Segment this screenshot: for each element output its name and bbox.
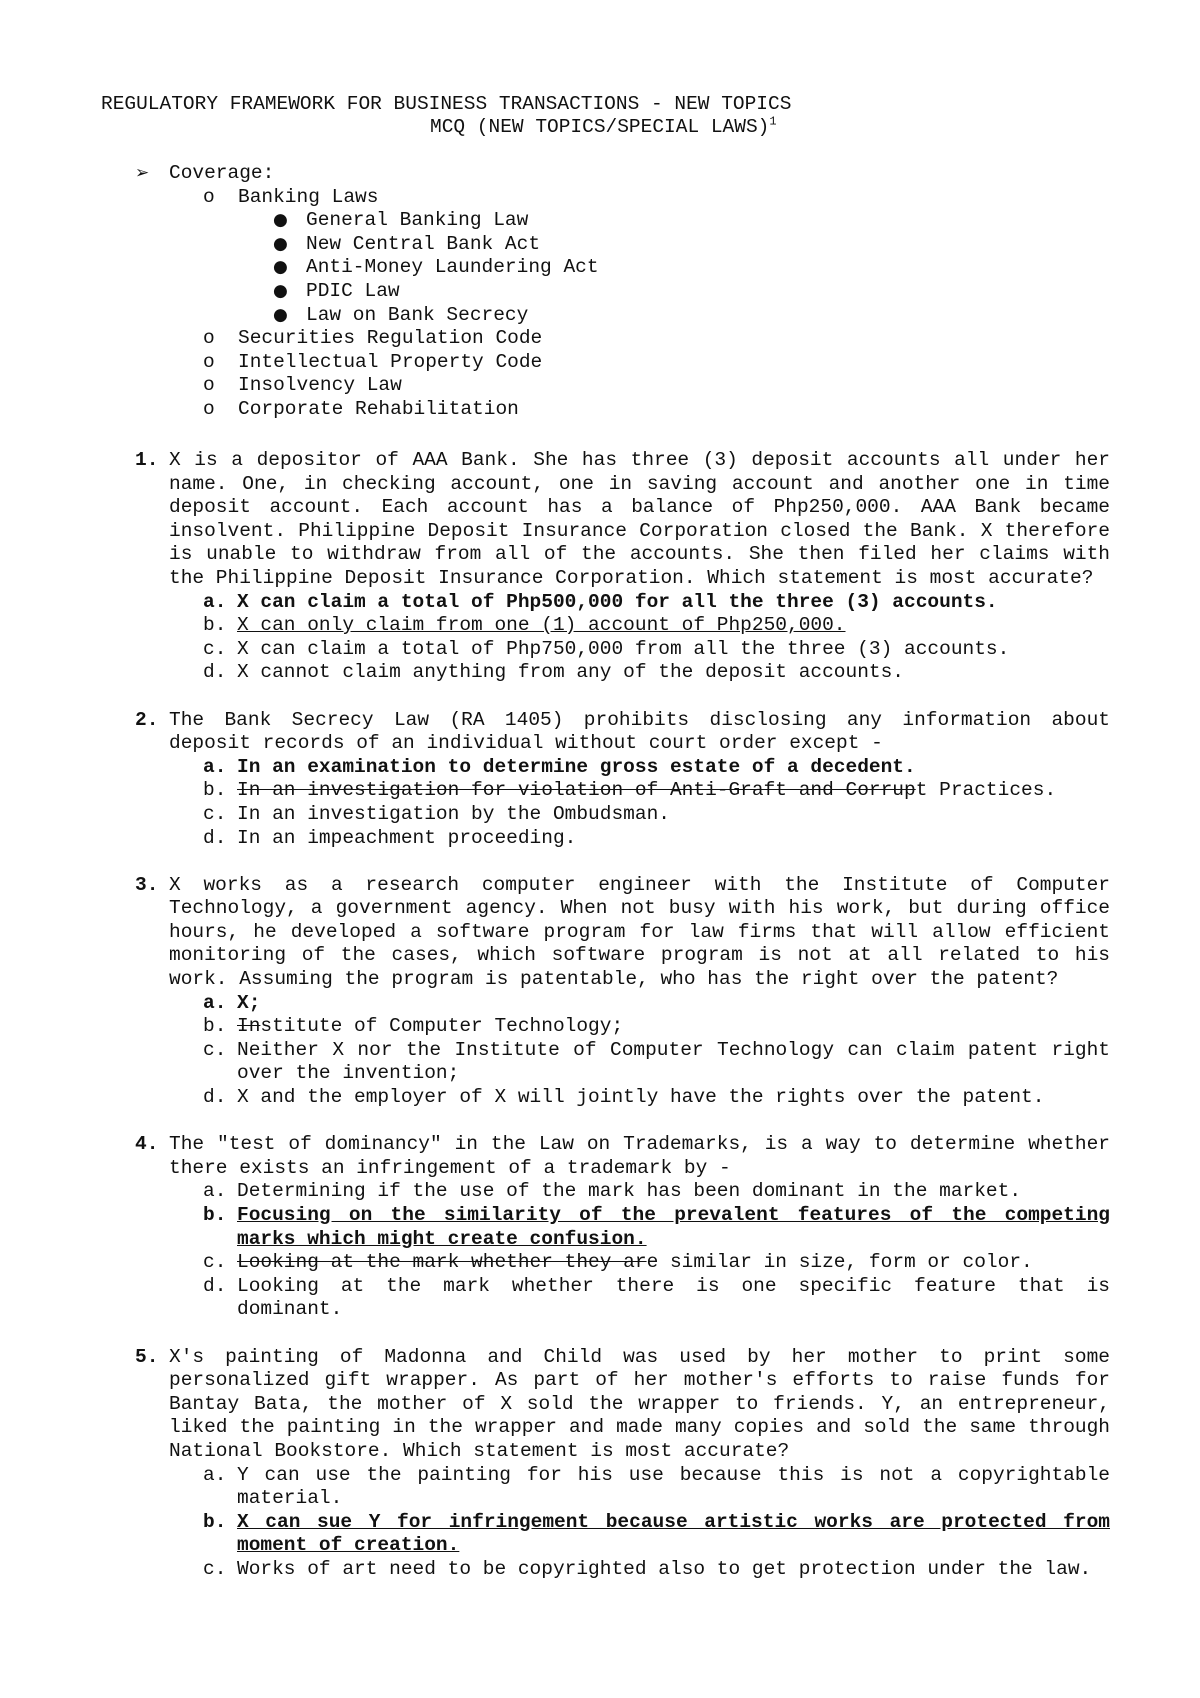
question-number: 1. — [135, 449, 159, 471]
question-number: 3. — [135, 873, 159, 896]
question-list — [135, 449, 1110, 1605]
question-text: The "test of dominancy" in the Law on Trademarks, is a way to determine whether there exists an infringement of a trademark by - — [169, 1133, 1110, 1179]
question-5 — [135, 1346, 1110, 1582]
option-a: a. X; — [203, 991, 261, 1014]
document-title: REGULATORY FRAMEWORK FOR BUSINESS TRANSACTIONS - NEW TOPICS — [101, 93, 792, 115]
option-c: c. Looking at the mark whether they are similar in size, form or color. — [203, 1251, 1033, 1274]
question-text: X is a depositor of AAA Bank. She has three (3) deposit accounts all under her name. One, in checking account, one in saving account and another one in time deposit account. Each account has a balance of Php250,000. AAA Bank became insolvent. Philippine Deposit Insurance Corporation closed the Bank. X therefore is unable to withdraw from all of the accounts. She then filed her claims with the Philippine Deposit Insurance Corporation. Which statement is most accurate? — [169, 449, 1110, 589]
question-2 — [135, 709, 1110, 851]
circle-bullet-icon: o — [203, 397, 215, 420]
footnote-mark: 1 — [769, 114, 777, 129]
question-text: The Bank Secrecy Law (RA 1405) prohibits disclosing any information about deposit records of an individual without court order except - — [169, 708, 1110, 755]
option-a: a. X can claim a total of Php500,000 for all the three (3) accounts. — [203, 590, 998, 613]
question-text: X works as a research computer engineer with the Institute of Computer Technology, a government agency. When not busy with his work, but during office hours, he developed a software program for law firms that will allow efficient monitoring of the cases, which software program is not at all related to his work. Assuming the program is patentable, who has the right over the patent? — [169, 873, 1110, 991]
coverage-item: o Insolvency Law — [203, 374, 402, 397]
coverage-list — [135, 162, 599, 422]
dot-bullet-icon: ● — [273, 304, 288, 325]
option-b: b. Institute of Computer Technology; — [203, 1015, 624, 1038]
coverage-subitem: ● Anti-Money Laundering Act — [273, 256, 599, 279]
coverage-heading: ➢ Coverage: — [135, 162, 275, 184]
dot-bullet-icon: ● — [273, 233, 288, 254]
dot-bullet-icon: ● — [273, 257, 288, 278]
coverage-item: o Intellectual Property Code — [203, 350, 543, 373]
option-a: a. In an examination to determine gross estate of a decedent. — [203, 755, 916, 778]
circle-bullet-icon: o — [203, 185, 215, 208]
option-a: a. Determining if the use of the mark has been dominant in the market. — [203, 1180, 1022, 1203]
question-1 — [135, 449, 1110, 685]
question-text: X's painting of Madonna and Child was used by her mother to print some personalized gift wrapper. As part of her mother's efforts to raise funds for Bantay Bata, the mother of X sold the wrapper to friends. Y, an entrepreneur, liked the painting in the wrapper and made many copies and sold the same through National Bookstore. Which statement is most accurate? — [169, 1345, 1110, 1462]
coverage-item: o Banking Laws — [203, 185, 379, 208]
circle-bullet-icon: o — [203, 327, 215, 350]
dot-bullet-icon: ● — [273, 280, 288, 301]
option-d: d. In an impeachment proceeding. — [203, 826, 577, 849]
option-a: a. Y can use the painting for his use because this is not a copyrightable material. — [203, 1463, 1110, 1510]
option-c: c. In an investigation by the Ombudsman. — [203, 802, 670, 825]
coverage-subitem: ● New Central Bank Act — [273, 232, 541, 255]
subtitle-text: MCQ (NEW TOPICS/SPECIAL LAWS) — [430, 116, 770, 138]
coverage-subitem: ● General Banking Law — [273, 209, 529, 232]
circle-bullet-icon: o — [203, 374, 215, 397]
option-d: d. Looking at the mark whether there is one specific feature that is dominant. — [203, 1274, 1110, 1321]
circle-bullet-icon: o — [203, 350, 215, 373]
option-b: b. X can only claim from one (1) account of Php250,000. — [203, 614, 846, 637]
question-3 — [135, 874, 1110, 1110]
option-c: c. Works of art need to be copyrighted also to get protection under the law. — [203, 1557, 1092, 1580]
coverage-item: o Securities Regulation Code — [203, 327, 543, 350]
option-d: d. X and the employer of X will jointly have the rights over the patent. — [203, 1086, 1045, 1109]
option-d: d. X cannot claim anything from any of the deposit accounts. — [203, 661, 905, 684]
option-c: c. X can claim a total of Php750,000 from all the three (3) accounts. — [203, 637, 1010, 660]
arrow-bullet-icon: ➢ — [135, 163, 150, 183]
question-4 — [135, 1133, 1110, 1322]
coverage-item: o Corporate Rehabilitation — [203, 397, 519, 420]
option-b: b. In an investigation for violation of Anti-Graft and Corrupt Practices. — [203, 779, 1057, 802]
question-number: 4. — [135, 1133, 159, 1156]
question-number: 2. — [135, 708, 159, 731]
question-number: 5. — [135, 1345, 159, 1368]
option-b: b. X can sue Y for infringement because artistic works are protected from moment of creation. — [203, 1510, 1110, 1557]
option-c: c. Neither X nor the Institute of Computer Technology can claim patent right over the invention; — [203, 1038, 1110, 1085]
option-b: b. Focusing on the similarity of the prevalent features of the competing marks which might create confusion. — [203, 1204, 1110, 1250]
coverage-subitem: ● PDIC Law — [273, 279, 400, 302]
document-subtitle — [430, 116, 777, 138]
dot-bullet-icon: ● — [273, 210, 288, 231]
coverage-subitem: ● Law on Bank Secrecy — [273, 303, 529, 326]
